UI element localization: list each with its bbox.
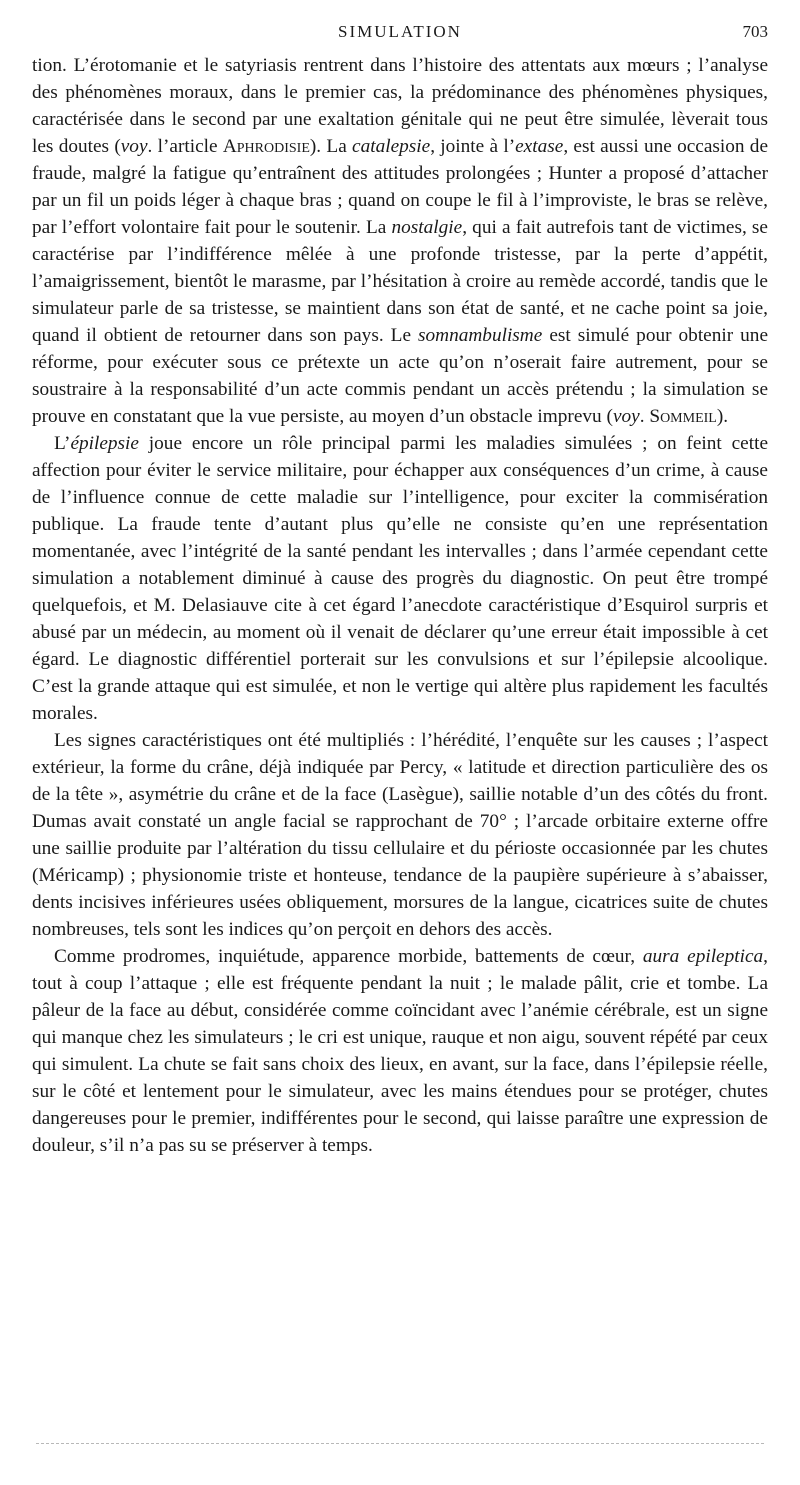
text-run: Les signes caractéristiques ont été multipliés : l’hérédité, l’enquête sur les causes ; l’aspect extérieur, la forme du crâne, déjà indiquée par Percy, « latitude et direction particulière des os de la tête », asymétrie du crâne et de la face (Lasègue), saillie notable d’un des côtés du front. Dumas avait constaté un angle facial se rapprochant de 70° ; l’arcade orbitaire externe offre une saillie produite par l’altération du tissu cellulaire et du périoste occasionnée par les chutes (Méricamp) ; physionomie triste et honteuse, tendance de la paupière supérieure à s’abaisser, dents incisives inférieures usées obliquement, morsures de la langue, cicatrices suite de chutes nombreuses, tels sont les indices qu’on perçoit en dehors des accès.	[32, 730, 768, 940]
text-run: tion. L’érotomanie et le satyriasis rentrent dans l’histoire des attentats aux mœurs ; l’analyse des phénomènes moraux, dans le premier cas, la prédominance des phénomènes physiques, caractérisée dans le second par une exaltation génitale qui ne peut être simulée, lèverait tous les doutes (	[32, 55, 768, 157]
text-run: , est aussi une occasion de fraude, malgré la fatigue qu’entraînent des attitudes prolongées ; Hunter a proposé d’attacher par un fil un poids léger à chaque bras ; quand on coupe le fil à l’improviste, le bras se relève, par l’effort volontaire fait pour le soutenir. La	[32, 136, 769, 238]
italic-term: voy	[612, 406, 640, 427]
paragraph-p1	[32, 52, 768, 430]
page-header	[32, 22, 768, 52]
book-page	[32, 22, 768, 1159]
text-run: , tout à coup l’attaque ; elle est fréquente pendant la nuit ; le malade pâlit, crie et tombe. La pâleur de la face au début, considérée comme coïncidant avec l’anémie cérébrale, est un signe qui manque chez les simulateurs ; le cri est unique, rauque et non aigu, souvent répété par ceux qui simulent. La chute se fait sans choix des lieux, en avant, sur la face, dans l’épilepsie réelle, sur le côté et lentement pour le simulateur, avec les mains étendues pour se protéger, chutes dangereuses pour le premier, indifférentes pour le second, qui laisse paraître une expression de douleur, s’il n’a pas su se préserver à temps.	[32, 946, 768, 1156]
paragraph-p3	[32, 727, 768, 943]
italic-term: extase	[515, 136, 564, 157]
text-run: , jointe à l’	[430, 136, 516, 157]
small-caps-reference: Sommeil	[649, 406, 717, 427]
footer-rule	[36, 1443, 764, 1444]
small-caps-reference: Aphrodisie	[222, 136, 310, 157]
text-run: . l’article	[147, 136, 223, 157]
body-text	[32, 52, 768, 1159]
italic-term: voy	[120, 136, 148, 157]
running-title: SIMULATION	[338, 22, 462, 41]
text-run: ). La	[309, 136, 353, 157]
text-run: ).	[716, 406, 729, 427]
text-run: joue encore un rôle principal parmi les maladies simulées ; on feint cette affection pour éviter le service militaire, pour échapper aux conséquences d’un crime, à cause de l’influence connue de cette maladie sur l’intelligence, pour exciter la commisération publique. La fraude tente d’autant plus qu’elle ne consiste qu’en une représentation momentanée, avec l’intégrité de la santé pendant les intervalles ; dans l’armée cependant cette simulation a notablement diminué à cause des progrès du diagnostic. On peut être trompé quelquefois, et M. Delasiauve cite à cet égard l’anecdote caractéristique d’Esquirol surpris et abusé par un médecin, au moment où il venait de déclarer qu’une erreur était impossible à cet égard. Le diagnostic différentiel porterait sur les convulsions et sur l’épilepsie alcoolique. C’est la grande attaque qui est simulée, et non le vertige qui altère plus rapidement les facultés morales.	[32, 433, 768, 724]
paragraph-p2	[32, 430, 768, 727]
italic-term: somnambulisme	[418, 325, 543, 346]
paragraph-p4	[32, 943, 768, 1159]
text-run: .	[639, 406, 650, 427]
text-run: L’	[54, 433, 71, 454]
italic-term: épilepsie	[70, 433, 139, 454]
text-run: est simulé pour obtenir une réforme, pour exécuter sous ce prétexte un acte qu’on n’oserait faire autrement, pour se soustraire à la responsabilité d’un acte commis pendant un accès prétendu ; la simulation se prouve en constatant que la vue persiste, au moyen d’un obstacle imprevu (	[32, 325, 769, 427]
italic-term: catalepsie	[352, 136, 431, 157]
text-run: Comme prodromes, inquiétude, apparence morbide, battements de cœur,	[54, 946, 643, 967]
italic-term: aura epileptica	[642, 946, 764, 967]
page-number: 703	[742, 22, 768, 41]
text-run: , qui a fait autrefois tant de victimes, se caractérise par l’indifférence mêlée à une profonde tristesse, par la perte d’appétit, l’amaigrissement, bientôt le marasme, par l’hésitation à croire au remède accordé, tandis que le simulateur parle de sa tristesse, se maintient dans son état de santé, et ne cache point sa joie, quand il obtient de retourner dans son pays. Le	[32, 217, 768, 346]
italic-term: nostalgie	[391, 217, 463, 238]
